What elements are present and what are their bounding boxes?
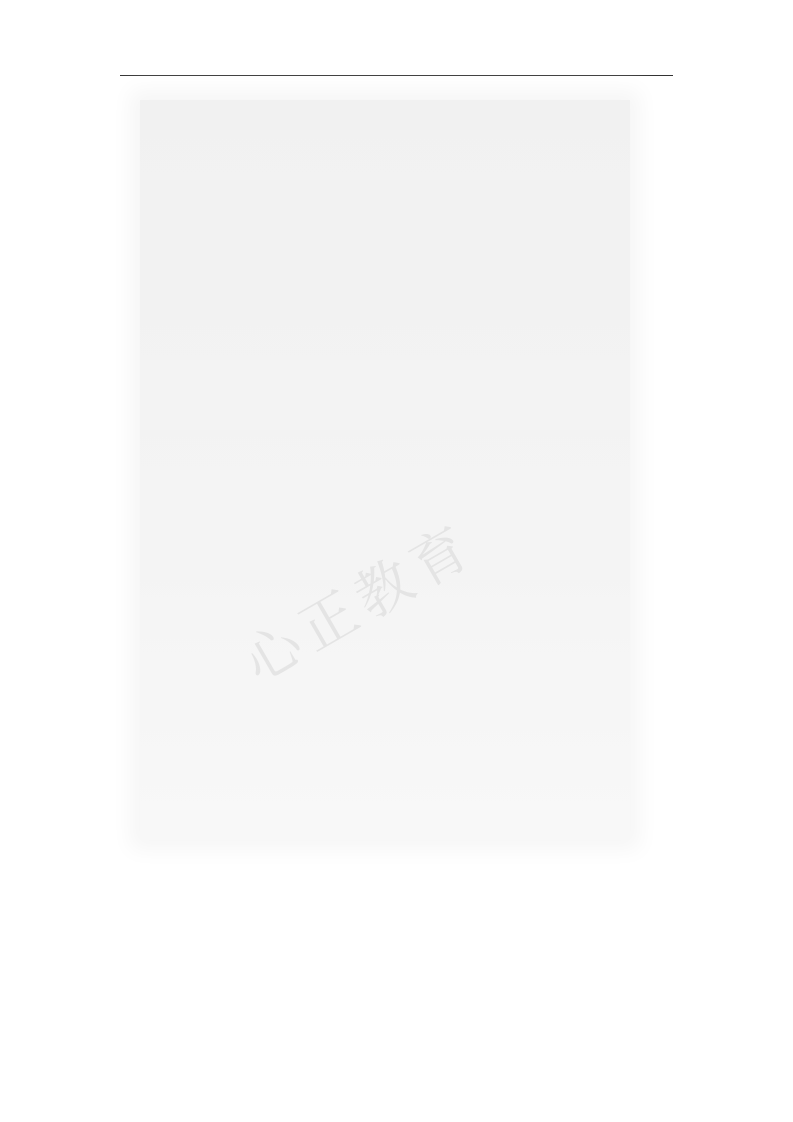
header-rule — [120, 75, 673, 76]
answer-content — [165, 134, 620, 144]
scanned-page — [140, 100, 630, 840]
watermark: 心正教育 — [233, 511, 488, 697]
